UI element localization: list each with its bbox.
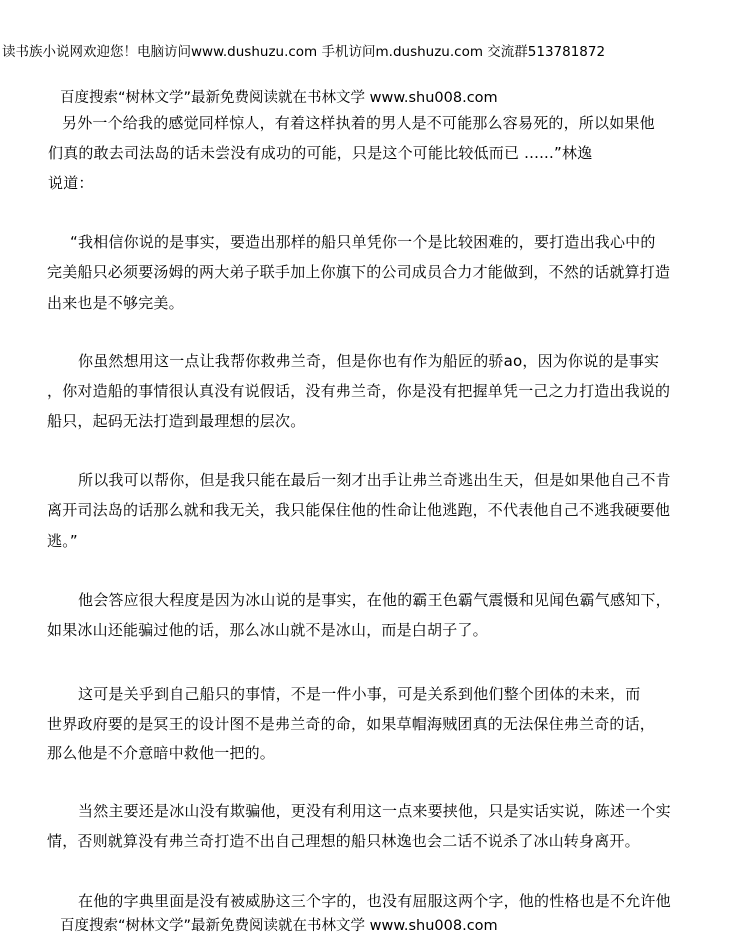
text-line: “我相信你说的是事实，要造出那样的船只单凭你一个是比较困难的，要打造出我心中的 xyxy=(70,233,656,251)
text-line: 离开司法岛的话那么就和我无关，我只能保住他的性命让他逃跑，不代表他自己不逃我硬要他 xyxy=(47,501,671,519)
banner-top: 百度搜索“树林文学”最新免费阅读就在书林文学 www.shu008.com xyxy=(60,90,498,106)
text-line: ，你对造船的事情很认真没有说假话，没有弗兰奇，你是没有把握单凭一己之力打造出我说的 xyxy=(47,382,671,400)
banner-bottom: 百度搜索“树林文学”最新免费阅读就在书林文学 www.shu008.com xyxy=(60,918,498,934)
text-line: 完美船只必须要汤姆的两大弟子联手加上你旗下的公司成员合力才能做到，不然的话就算打造 xyxy=(47,263,671,281)
text-line: 如果冰山还能骗过他的话，那么冰山就不是冰山，而是白胡子了。 xyxy=(47,621,488,639)
text-line: 在他的字典里面是没有被威胁这三个字的，也没有屈服这两个字，他的性格也是不允许他 xyxy=(78,892,671,910)
text-line: 这可是关乎到自己船只的事情，不是一件小事，可是关系到他们整个团体的未来，而 xyxy=(78,685,641,703)
text-line: 他会答应很大程度是因为冰山说的是事实，在他的霸王色霸气震慑和见闻色霸气感知下， xyxy=(78,591,671,609)
text-line: 那么他是不介意暗中救他一把的。 xyxy=(47,744,276,762)
text-line: 你虽然想用这一点让我帮你救弗兰奇，但是你也有作为船匠的骄ao，因为你说的是事实 xyxy=(78,352,660,370)
text-line: 们真的敢去司法岛的话未尝没有成功的可能，只是这个可能比较低而已 ......”林逸 xyxy=(48,144,593,162)
site-header: 读书族小说网欢迎您！电脑访问www.dushuzu.com 手机访问m.dushuzu.com 交流群513781872 xyxy=(2,44,606,60)
text-line: 出来也是不够完美。 xyxy=(47,294,184,312)
text-line: 所以我可以帮你，但是我只能在最后一刻才出手让弗兰奇逃出生天，但是如果他自己不肯 xyxy=(78,471,671,489)
text-line: 另外一个给我的感觉同样惊人，有着这样执着的男人是不可能那么容易死的，所以如果他 xyxy=(62,114,655,132)
text-line: 世界政府要的是冥王的设计图不是弗兰奇的命，如果草帽海贼团真的无法保住弗兰奇的话， xyxy=(47,715,656,733)
text-line: 逃。” xyxy=(47,532,78,550)
text-line: 船只，起码无法打造到最理想的层次。 xyxy=(47,412,306,430)
text-line: 说道： xyxy=(48,174,94,192)
text-line: 情，否则就算没有弗兰奇打造不出自己理想的船只林逸也会二话不说杀了冰山转身离开。 xyxy=(47,832,640,850)
text-line: 当然主要还是冰山没有欺骗他，更没有利用这一点来要挟他，只是实话实说，陈述一个实 xyxy=(78,802,671,820)
